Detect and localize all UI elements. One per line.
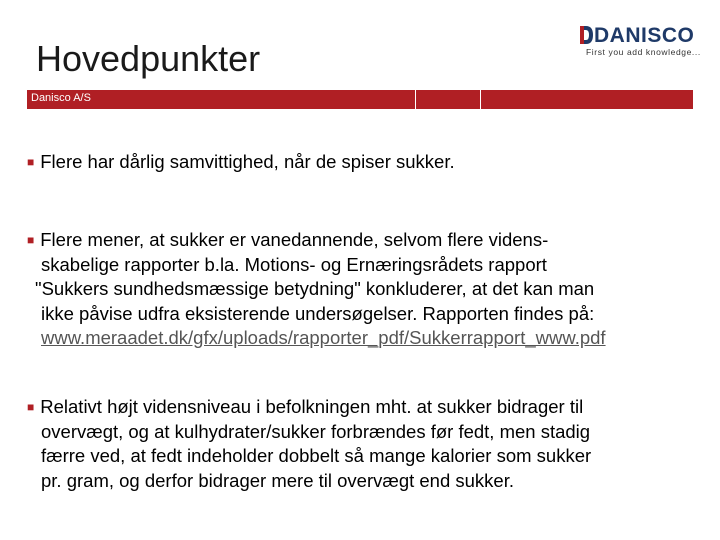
bullet-text: "Sukkers sundhedsmæssige betydning" konkluderer, at det kan man (35, 278, 595, 299)
bullet-text: overvægt, og at kulhydrater/sukker forbrændes før fedt, men stadig (41, 420, 591, 442)
bullet-text: pr. gram, og derfor bidrager mere til overvægt end sukker. (41, 469, 514, 491)
header-band (27, 90, 693, 109)
bullet-item (27, 395, 591, 493)
bullet-text: Flere mener, at sukker er vanedannende, selvom flere videns- (40, 229, 549, 250)
report-link[interactable]: www.meraadet.dk/gfx/uploads/rapporter_pdf/Sukkerrapport_www.pdf (41, 327, 606, 348)
company-label: Danisco A/S (31, 92, 91, 104)
band-divider (480, 90, 481, 109)
bullet-text: Relativt højt vidensniveau i befolkningen mht. at sukker bidrager til (40, 396, 584, 417)
danisco-logo (584, 24, 701, 64)
danisco-logo-icon (580, 26, 593, 44)
slide-title: Hovedpunkter (36, 38, 261, 79)
band-divider (415, 90, 416, 109)
bullet-text: Flere har dårlig samvittighed, når de spiser sukker. (40, 151, 455, 172)
square-bullet-icon: ■ (27, 155, 35, 169)
bullet-item (27, 228, 606, 351)
bullet-text: skabelige rapporter b.la. Motions- og Ernæringsrådets rapport (41, 253, 547, 275)
square-bullet-icon: ■ (27, 400, 35, 414)
logo-brand-text: DANISCO (594, 24, 695, 47)
bullet-item (27, 150, 455, 175)
bullet-text: ikke påvise udfra eksisterende undersøgelser. Rapporten findes på: (41, 302, 595, 324)
square-bullet-icon: ■ (27, 233, 35, 247)
bullet-text: færre ved, at fedt indeholder dobbelt så mange kalorier som sukker (41, 445, 592, 466)
logo-tagline: First you add knowledge... (586, 47, 701, 57)
